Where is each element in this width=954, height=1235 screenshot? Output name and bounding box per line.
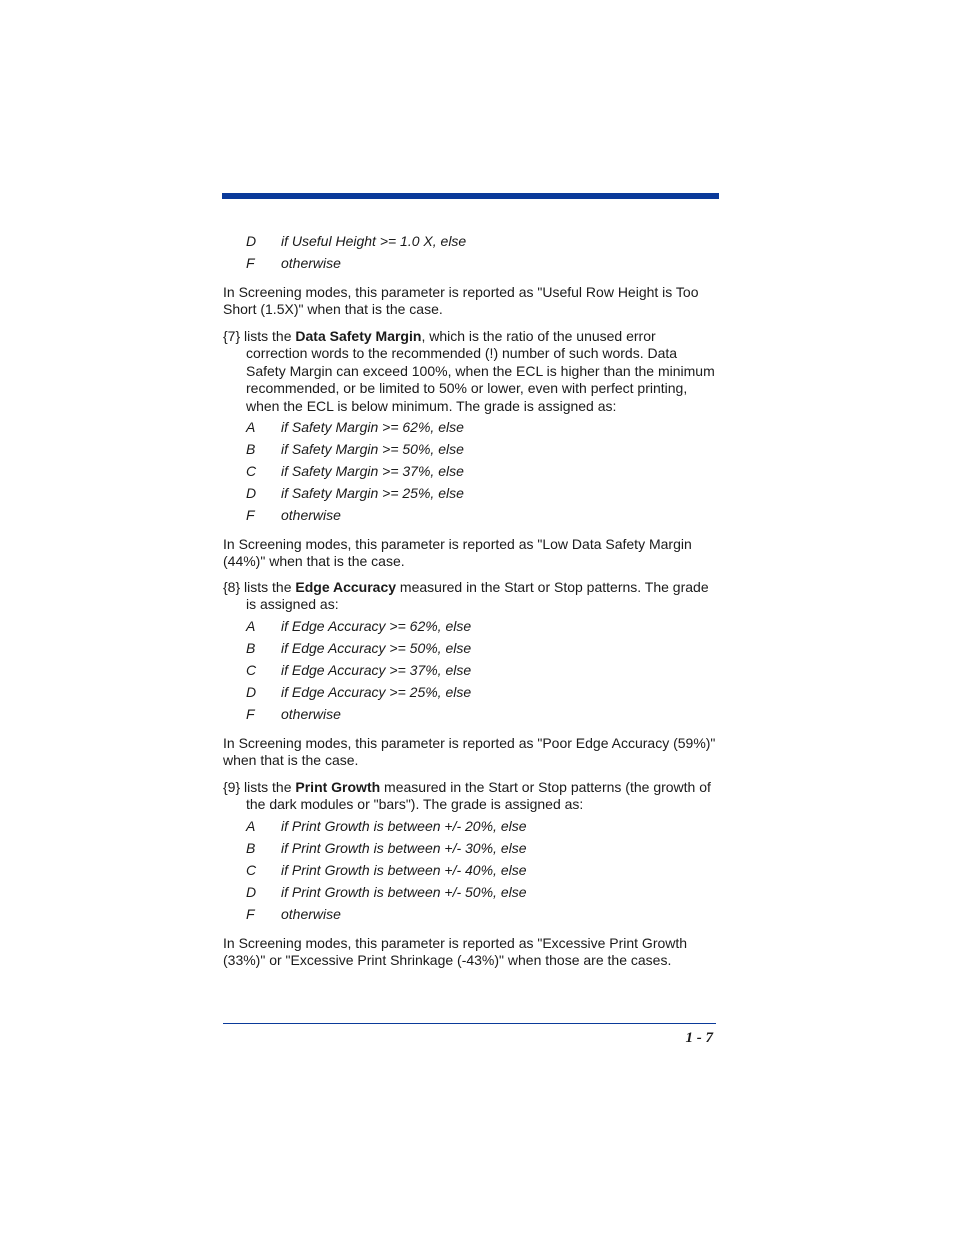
grade-list-safety-margin (246, 419, 716, 529)
grade-row: D if Edge Accuracy >= 25%, else (246, 684, 472, 700)
grade-row: A if Print Growth is between +/- 20%, else (246, 818, 527, 834)
grade-row: C if Edge Accuracy >= 37%, else (246, 662, 472, 678)
para-safety-margin: In Screening modes, this parameter is reported as "Low Data Safety Margin (44%)" when that is the case. (223, 536, 692, 570)
grade-row: B if Print Growth is between +/- 30%, else (246, 840, 527, 856)
grade-row: A if Safety Margin >= 62%, else (246, 419, 464, 435)
footer-rule (223, 1023, 716, 1024)
grade-row: F otherwise (246, 706, 341, 722)
para-print-growth: In Screening modes, this parameter is reported as "Excessive Print Growth (33%)" or "Excessive Print Shrinkage (-43%)" when those are the cases. (223, 935, 688, 969)
term-edge-accuracy: Edge Accuracy (295, 579, 397, 595)
grade-row: D if Print Growth is between +/- 50%, else (246, 884, 527, 900)
grade-row: F otherwise (246, 906, 341, 922)
para-edge-accuracy: In Screening modes, this parameter is reported as "Poor Edge Accuracy (59%)" when that is the case. (223, 735, 716, 769)
grade-row: D if Useful Height >= 1.0 X, else (246, 233, 467, 249)
term-print-growth: Print Growth (295, 779, 381, 795)
grade-list-useful-height (246, 233, 716, 277)
grade-list-print-growth (246, 818, 716, 928)
para-useful-height: In Screening modes, this parameter is reported as "Useful Row Height is Too Short (1.5X)" when that is the case. (223, 284, 699, 318)
page-number: 1 - 7 (685, 1030, 713, 1046)
grade-row: C if Print Growth is between +/- 40%, else (246, 862, 527, 878)
grade-row: F otherwise (246, 255, 341, 271)
grade-list-edge-accuracy (246, 618, 716, 728)
grade-row: D if Safety Margin >= 25%, else (246, 485, 464, 501)
grade-row: C if Safety Margin >= 37%, else (246, 463, 464, 479)
grade-row: A if Edge Accuracy >= 62%, else (246, 618, 472, 634)
item-8: {8} lists the Edge Accuracy measured in the Start or Stop patterns. The grade is assigned as: (223, 579, 709, 613)
grade-row: B if Edge Accuracy >= 50%, else (246, 640, 472, 656)
grade-row: F otherwise (246, 507, 341, 523)
item-9: {9} lists the Print Growth measured in the Start or Stop patterns (the growth of the dark modules or "bars"). The grade is assigned as: (223, 779, 711, 813)
term-data-safety-margin: Data Safety Margin (295, 328, 422, 344)
header-rule (222, 193, 719, 199)
grade-row: B if Safety Margin >= 50%, else (246, 441, 464, 457)
item-7: {7} lists the Data Safety Margin, which is the ratio of the unused error correction words to the recommended (!) number of such words. Data Safety Margin can exceed 100%, when the ECL is higher than the minimum recommended, or be limited to 50% or lower, even with perfect printing, when the ECL is below minimum. The grade is assigned as: (223, 328, 715, 414)
